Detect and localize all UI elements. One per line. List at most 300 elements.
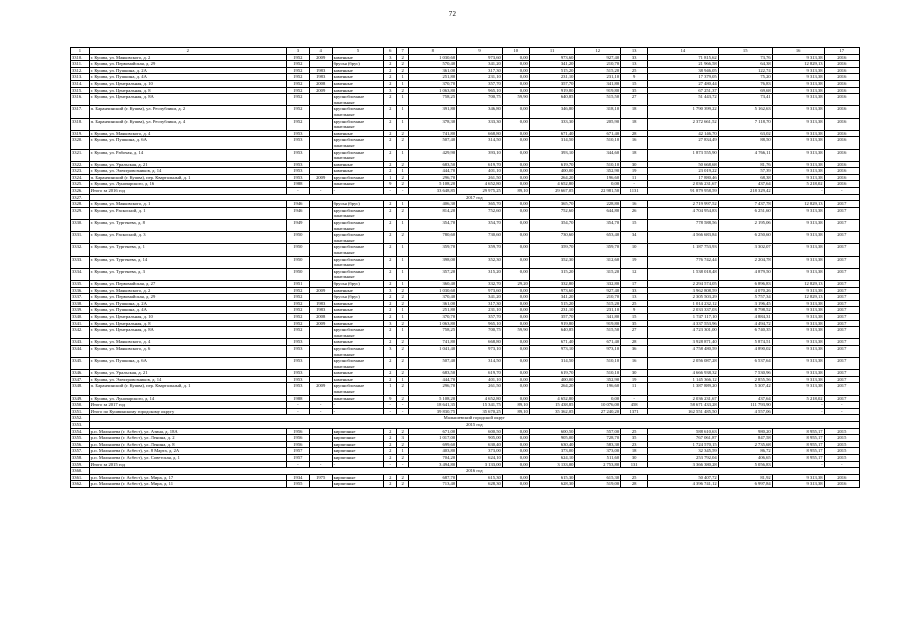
table-cell: 2 xyxy=(384,232,396,244)
table-cell: 5 162,63 xyxy=(718,106,772,118)
table-cell: 9 313,38 xyxy=(772,80,824,87)
table-cell: 1 xyxy=(384,174,396,181)
row-number-cell: 3340. xyxy=(71,313,90,320)
table-cell: 30 xyxy=(621,370,648,377)
table-cell: 1952 xyxy=(286,313,309,320)
address-cell: г. Кушва, ул. Луначарского, д. 16 xyxy=(89,181,286,188)
table-cell: 332,80 xyxy=(529,280,575,287)
row-number-cell: 3324. xyxy=(71,174,90,181)
row-number-cell: 3346. xyxy=(71,370,90,377)
address-cell: г. Кушва, ул. Маяковского, д. 4 xyxy=(89,130,286,137)
table-cell: 341,20 xyxy=(457,61,503,68)
table-cell: 671,00 xyxy=(409,428,457,435)
table-cell: 35 670,25 xyxy=(457,408,503,415)
table-cell: 2016 xyxy=(824,87,859,94)
table-cell: 9 313,38 xyxy=(772,244,824,256)
table-cell: 2016 xyxy=(824,106,859,118)
table-cell: 2 294 574,05 xyxy=(648,280,719,287)
table-cell: 2017 xyxy=(824,268,859,280)
table-cell: 0,00 xyxy=(502,300,529,307)
table-cell: 2 xyxy=(396,87,408,94)
table-cell: 2 xyxy=(396,232,408,244)
table-cell: - xyxy=(772,402,824,409)
table-cell: 1 xyxy=(396,313,408,320)
table-cell: кирпичные xyxy=(332,428,384,435)
table-cell: 2017 xyxy=(824,345,859,357)
table-cell: кирпичные xyxy=(332,441,384,448)
table-cell: 4 704 954,83 xyxy=(648,207,719,219)
table-cell: - xyxy=(772,408,824,415)
address-cell: г. Кушва, ул. Центральная, д. 10 xyxy=(89,313,286,320)
table-cell: 2 xyxy=(396,455,408,462)
table-cell: 429,90 xyxy=(409,149,457,161)
table-cell: 9 313,38 xyxy=(772,287,824,294)
table-cell: крупноблочные панельные xyxy=(332,220,384,232)
table-cell: 1950 xyxy=(286,232,309,244)
table-cell: 1 xyxy=(396,268,408,280)
table-cell: 12 xyxy=(621,268,648,280)
table-cell: 507,40 xyxy=(409,358,457,370)
table-cell: 628,30 xyxy=(457,481,503,488)
table-cell: 8 955,17 xyxy=(772,448,824,455)
table-cell: 2 xyxy=(384,327,396,339)
table-cell xyxy=(309,280,332,287)
table-cell: 1950 xyxy=(286,244,309,256)
table-cell: 965,10 xyxy=(457,320,503,327)
table-cell: 1983 xyxy=(309,74,332,81)
table-cell: 9 313,38 xyxy=(772,94,824,106)
table-cell: 71 815,62 xyxy=(648,54,719,61)
table-cell: 315,20 xyxy=(575,268,621,280)
table-cell: 2017 xyxy=(824,220,859,232)
table-cell: крупноблочные панельные xyxy=(332,268,384,280)
table-cell: 1956 xyxy=(286,428,309,435)
table-cell xyxy=(309,220,332,232)
table-cell: - xyxy=(621,395,648,402)
table-row xyxy=(71,188,860,195)
table-cell: 615,30 xyxy=(575,474,621,481)
table-cell: 9 xyxy=(621,307,648,314)
row-number-cell: 3361. xyxy=(71,474,90,481)
table-cell: 919,80 xyxy=(529,320,575,327)
table-cell xyxy=(309,149,332,161)
table-cell: 4 070,26 xyxy=(718,287,772,294)
table-cell: 231,10 xyxy=(529,74,575,81)
table-cell: 444,70 xyxy=(409,376,457,383)
table-row xyxy=(71,428,860,435)
table-cell: 317,30 xyxy=(457,300,503,307)
table-cell: 4 652,80 xyxy=(457,395,503,402)
table-cell: 15 xyxy=(621,80,648,87)
table-cell: кирпичные xyxy=(332,481,384,488)
table-cell: 624,10 xyxy=(529,455,575,462)
row-number-cell: 3312. xyxy=(71,67,90,74)
table-cell: 615,30 xyxy=(529,474,575,481)
table-cell: 29,20 xyxy=(502,280,529,287)
table-cell: 2017 xyxy=(824,395,859,402)
table-cell: 2 xyxy=(396,61,408,68)
column-number-header: 6 xyxy=(384,48,396,55)
table-cell: 406,65 xyxy=(718,455,772,462)
table-cell: 29 667,05 xyxy=(529,188,575,195)
table-cell: 2 xyxy=(396,474,408,481)
table-cell: 510,10 xyxy=(575,370,621,377)
table-row xyxy=(71,383,860,395)
row-number-cell: 3343. xyxy=(71,339,90,346)
table-cell: 973,60 xyxy=(529,54,575,61)
table-cell: каменные xyxy=(332,74,384,81)
table-cell: 314,50 xyxy=(457,137,503,149)
table-cell: 2 xyxy=(384,268,396,280)
row-number-cell: 3349. xyxy=(71,395,90,402)
table-cell: 0,00 xyxy=(502,207,529,219)
table-cell: 973,10 xyxy=(457,345,503,357)
table-cell: 33 648,85 xyxy=(409,188,457,195)
table-cell xyxy=(309,448,332,455)
table-row xyxy=(71,320,860,327)
table-cell: - xyxy=(384,408,396,415)
table-cell: 21 966,58 xyxy=(648,61,719,68)
table-row xyxy=(71,461,860,468)
table-cell: 3 133,00 xyxy=(529,461,575,468)
table-cell: 17 xyxy=(621,280,648,287)
table-cell: 847,58 xyxy=(718,435,772,442)
table-cell: 354,70 xyxy=(457,220,503,232)
table-cell: - xyxy=(332,461,384,468)
table-cell: 2016 xyxy=(824,168,859,175)
table-cell: 9 313,38 xyxy=(772,67,824,74)
table-cell: 253 792,04 xyxy=(648,455,719,462)
table-cell: 2015 xyxy=(824,448,859,455)
table-cell: каменные xyxy=(332,320,384,327)
table-cell: 373,00 xyxy=(529,448,575,455)
row-number-cell: 3357. xyxy=(71,448,90,455)
table-cell: 1 xyxy=(396,106,408,118)
table-cell: 1 xyxy=(396,307,408,314)
table-cell: 619,70 xyxy=(457,370,503,377)
table-cell: 13 xyxy=(621,294,648,301)
table-body xyxy=(71,48,860,488)
address-cell: г. Кушва, ул. Маяковского, д. 1 xyxy=(89,201,286,208)
table-cell: 50 668,68 xyxy=(648,161,719,168)
table-cell: 0,00 xyxy=(502,149,529,161)
table-cell: 3 xyxy=(384,320,396,327)
table-cell: 2 xyxy=(384,280,396,287)
table-cell: 393,10 xyxy=(529,149,575,161)
table-cell: 228,80 xyxy=(575,201,621,208)
table-cell: 973,10 xyxy=(529,345,575,357)
table-cell: 2009 xyxy=(309,54,332,61)
table-cell: 2 xyxy=(384,448,396,455)
table-cell: 16 xyxy=(621,201,648,208)
table-cell: 357,20 xyxy=(409,268,457,280)
table-cell: 2 xyxy=(396,345,408,357)
table-cell xyxy=(309,345,332,357)
table-row xyxy=(71,300,860,307)
table-cell: 4 723 301,00 xyxy=(648,327,719,339)
row-number-cell: 3321. xyxy=(71,149,90,161)
table-cell: 0,00 xyxy=(502,106,529,118)
table-cell: 2016 xyxy=(824,181,859,188)
table-cell: - xyxy=(286,402,309,409)
table-cell: 1952 xyxy=(286,294,309,301)
table-cell: 9 313,38 xyxy=(772,106,824,118)
table-cell: 2 xyxy=(384,61,396,68)
table-cell: 315,20 xyxy=(457,268,503,280)
table-cell: 403,80 xyxy=(409,448,457,455)
table-row xyxy=(71,327,860,339)
table-cell: 1952 xyxy=(286,94,309,106)
table-cell: 0,00 xyxy=(502,244,529,256)
table-cell: 0,00 xyxy=(502,474,529,481)
table-cell xyxy=(309,294,332,301)
table-cell: крупноблочные панельные xyxy=(332,345,384,357)
table-cell: - xyxy=(286,408,309,415)
table-cell: 357,70 xyxy=(529,80,575,87)
table-cell: 0,00 xyxy=(502,395,529,402)
table-cell: 28 xyxy=(621,481,648,488)
table-cell: 5 108,20 xyxy=(409,181,457,188)
table-cell: 35 xyxy=(621,320,648,327)
row-number-cell: 3317. xyxy=(71,106,90,118)
table-cell: 231,10 xyxy=(457,74,503,81)
table-cell: 25 xyxy=(621,474,648,481)
table-cell: 89,10 xyxy=(502,402,529,409)
table-cell: 341,20 xyxy=(529,61,575,68)
row-number-cell: 3327. xyxy=(71,194,90,201)
section-heading-row xyxy=(71,415,860,422)
address-cell: г. Кушва, ул. Центральная, д. 10 xyxy=(89,80,286,87)
row-number-cell: 3335. xyxy=(71,280,90,287)
table-cell xyxy=(309,256,332,268)
table-row xyxy=(71,474,860,481)
table-cell: 1 145 366,12 xyxy=(648,376,719,383)
table-cell: - xyxy=(396,461,408,468)
table-cell: 2 xyxy=(384,67,396,74)
table-cell: 18 xyxy=(621,118,648,130)
table-cell: 2016 xyxy=(824,137,859,149)
table-cell: 9 313,38 xyxy=(772,300,824,307)
table-cell: 1953 xyxy=(286,358,309,370)
column-number-header: 3 xyxy=(286,48,309,55)
table-cell: 2016 xyxy=(824,94,859,106)
table-row xyxy=(71,207,860,219)
table-cell: 780,60 xyxy=(409,232,457,244)
table-cell: 2 xyxy=(396,320,408,327)
column-number-header: 10 xyxy=(502,48,529,55)
table-cell: 1 xyxy=(396,376,408,383)
row-number-cell: 3320. xyxy=(71,137,90,149)
address-cell: г. Кушва, ул. Тургенева, д. 14 xyxy=(89,256,286,268)
table-cell: 519,00 xyxy=(575,481,621,488)
row-number-cell: 3351. xyxy=(71,408,90,415)
table-cell: 401,10 xyxy=(457,376,503,383)
column-number-header: 12 xyxy=(575,48,621,55)
table-cell: 2 xyxy=(396,54,408,61)
table-cell: 34 xyxy=(621,232,648,244)
table-cell: 8 955,17 xyxy=(772,441,824,448)
table-cell: каменные xyxy=(332,300,384,307)
address-cell: Итого за 2017 год xyxy=(89,402,286,409)
table-cell: 2 305 503,29 xyxy=(648,294,719,301)
table-cell: 2 036 231,67 xyxy=(648,395,719,402)
table-cell: каменные xyxy=(332,87,384,94)
address-cell: п. Баранчинский (г. Кушва), ул. Республики, д. 4 xyxy=(89,118,286,130)
table-cell: 1131 xyxy=(621,188,648,195)
table-cell: 18 xyxy=(621,106,648,118)
table-cell: 9 313,38 xyxy=(772,481,824,488)
table-cell: 1934 xyxy=(286,474,309,481)
table-cell: 1 187 753,93 xyxy=(648,244,719,256)
table-cell: 7 530,96 xyxy=(718,370,772,377)
row-number-cell: 3344. xyxy=(71,345,90,357)
table-cell: 1957 xyxy=(286,455,309,462)
section-heading-row xyxy=(71,468,860,475)
table-cell: 18 xyxy=(621,149,648,161)
address-cell: г. Кушва, ул. Первомайская, д. 27 xyxy=(89,280,286,287)
table-cell xyxy=(309,181,332,188)
table-cell: 515,50 xyxy=(575,327,621,339)
table-cell: 1975 xyxy=(309,474,332,481)
address-cell: Итого за 2015 год xyxy=(89,461,286,468)
table-cell: 1946 xyxy=(286,207,309,219)
table-cell: - xyxy=(309,461,332,468)
table-cell: 9 313,38 xyxy=(772,383,824,395)
table-row xyxy=(71,307,860,314)
table-cell: 352,30 xyxy=(529,256,575,268)
table-row xyxy=(71,339,860,346)
table-cell: 0,00 xyxy=(502,168,529,175)
table-cell: 905,00 xyxy=(529,435,575,442)
table-cell: 0,00 xyxy=(502,383,529,395)
table-cell: 2 xyxy=(384,118,396,130)
table-cell: 927,40 xyxy=(575,287,621,294)
table-cell: 2 xyxy=(384,220,396,232)
table-cell: 26 xyxy=(621,207,648,219)
table-cell: 1 014 232,12 xyxy=(648,300,719,307)
address-cell: р.п. Малышева (г. Асбест), ул. Азина, д. 18А xyxy=(89,428,286,435)
table-cell: 640,85 xyxy=(529,94,575,106)
table-cell: 370,70 xyxy=(409,313,457,320)
table-cell: 4 758 480,59 xyxy=(648,345,719,357)
address-cell: р.п. Малышева (г. Асбест), ул. Мира, д. 11 xyxy=(89,481,286,488)
row-number-cell: 3336. xyxy=(71,287,90,294)
table-cell: - xyxy=(621,181,648,188)
table-cell: брусья (брус) xyxy=(332,280,384,287)
table-cell: 4 652,80 xyxy=(457,181,503,188)
address-cell: п. Баранчинский (г. Кушва), пер. Квартальный, д. 1 xyxy=(89,383,286,395)
table-cell: - xyxy=(332,402,384,409)
table-cell: 668,80 xyxy=(457,339,503,346)
table-cell: 16 xyxy=(621,137,648,149)
table-cell: - xyxy=(396,402,408,409)
address-cell: г. Кушва, ул. Пушкина, д. 2А xyxy=(89,300,286,307)
table-cell: 2017 xyxy=(824,327,859,339)
table-cell: 7 118,70 xyxy=(718,118,772,130)
table-cell: 776 742,44 xyxy=(648,256,719,268)
table-cell: 218 329,42 xyxy=(718,188,772,195)
address-cell: р.п. Малышева (г. Асбест), ул. Советская, д. 1 xyxy=(89,455,286,462)
table-cell: 0,00 xyxy=(502,220,529,232)
table-cell: 296,70 xyxy=(409,383,457,395)
table-cell: 0,00 xyxy=(502,137,529,149)
table-row xyxy=(71,313,860,320)
row-number-cell: 3319. xyxy=(71,130,90,137)
table-cell: 5 108,20 xyxy=(409,395,457,402)
table-cell: 1950 xyxy=(286,256,309,268)
table-cell: 9 313,38 xyxy=(772,358,824,370)
table-cell: - xyxy=(332,188,384,195)
table-cell: - xyxy=(286,461,309,468)
table-cell: 2 204,78 xyxy=(718,256,772,268)
table-cell: 1946 xyxy=(286,201,309,208)
table-cell: 0,00 xyxy=(502,313,529,320)
table-cell: - xyxy=(384,461,396,468)
table-row xyxy=(71,87,860,94)
table-cell: 2 xyxy=(384,94,396,106)
table-cell: 2 xyxy=(396,287,408,294)
table-cell: 30 xyxy=(621,455,648,462)
table-cell: 357,70 xyxy=(457,313,503,320)
table-cell: 1952 xyxy=(286,80,309,87)
table-row xyxy=(71,61,860,68)
table-cell: 2017 xyxy=(824,376,859,383)
section-heading-cell: 2016 год xyxy=(89,468,859,475)
row-number-cell: 3318. xyxy=(71,118,90,130)
row-number-cell: 3315. xyxy=(71,87,90,94)
table-cell: 1983 xyxy=(309,307,332,314)
table-cell: 2009 xyxy=(309,87,332,94)
table-cell xyxy=(309,61,332,68)
table-cell: 444,70 xyxy=(409,168,457,175)
table-row xyxy=(71,294,860,301)
table-cell: - xyxy=(384,402,396,409)
table-cell: 713,40 xyxy=(409,481,457,488)
table-cell: 2 195,06 xyxy=(718,220,772,232)
table-cell: 1983 xyxy=(309,67,332,74)
row-number-cell: 3356. xyxy=(71,441,90,448)
table-cell: 1949 xyxy=(286,220,309,232)
table-cell: 515,50 xyxy=(575,94,621,106)
address-cell: г. Кушва, ул. Пушкина, д. 6А xyxy=(89,358,286,370)
table-cell: 162 551 485,50 xyxy=(648,408,719,415)
table-cell: 0,00 xyxy=(502,80,529,87)
address-cell: г. Кушва, ул. Уральская, д. 21 xyxy=(89,370,286,377)
table-cell: 1 387 889,20 xyxy=(648,383,719,395)
table-cell: 0,00 xyxy=(502,174,529,181)
table-cell: каменные xyxy=(332,130,384,137)
table-cell: 312,60 xyxy=(575,256,621,268)
table-cell: 2016 xyxy=(824,161,859,168)
table-cell: 1952 xyxy=(286,87,309,94)
table-cell: 2017 xyxy=(824,300,859,307)
table-cell: 9 313,38 xyxy=(772,174,824,181)
table-cell: 361,00 xyxy=(409,67,457,74)
address-cell: г. Кушва, ул. Центральная, д. 8А xyxy=(89,327,286,339)
table-cell: 3 928 871,40 xyxy=(648,339,719,346)
table-cell: крупноблочные панельные xyxy=(332,256,384,268)
row-number-cell: 3330. xyxy=(71,220,90,232)
table-cell: 398,00 xyxy=(409,256,457,268)
table-cell: 2 056 087,28 xyxy=(648,358,719,370)
table-row xyxy=(71,408,860,415)
table-cell: 3 494,80 xyxy=(409,461,457,468)
table-cell: - xyxy=(396,188,408,195)
table-cell: 0,00 xyxy=(502,130,529,137)
table-cell: 1 017,00 xyxy=(409,435,457,442)
table-cell: 2 xyxy=(396,294,408,301)
table-cell: 9 313,38 xyxy=(772,339,824,346)
